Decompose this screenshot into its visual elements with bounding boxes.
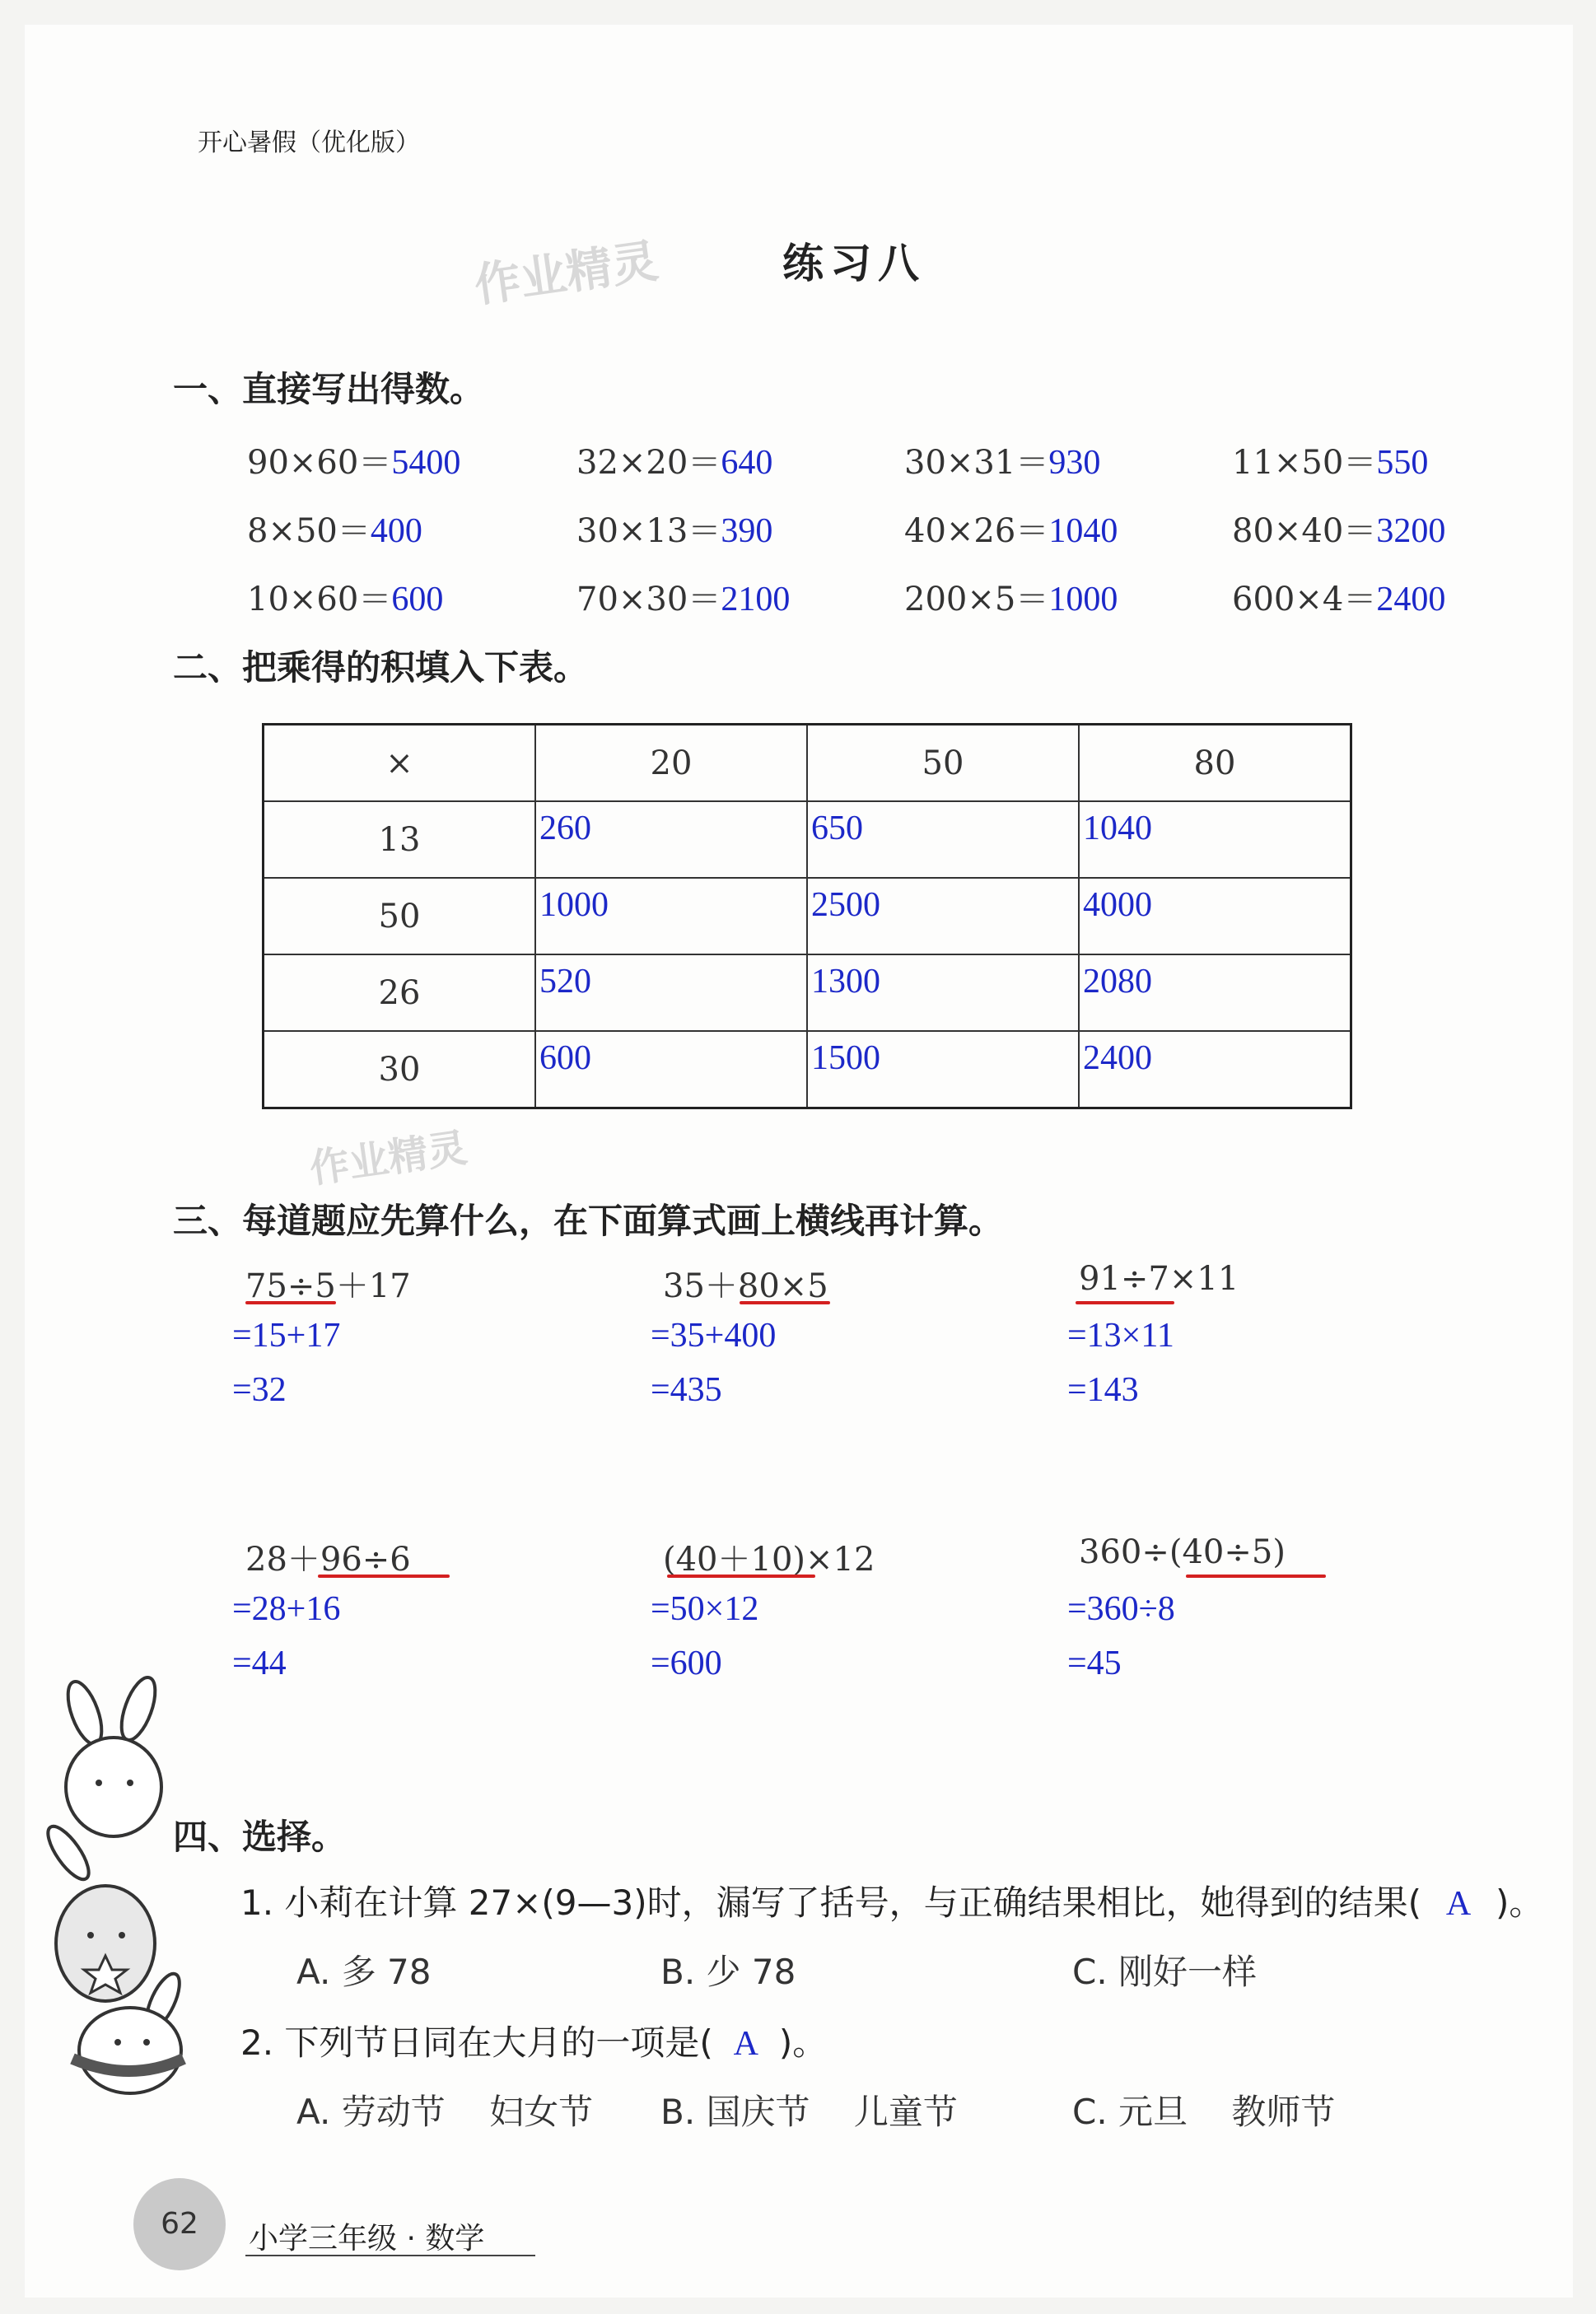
- row-header: 26: [264, 954, 536, 1031]
- calc-item: 80×40＝3200: [1232, 512, 1446, 550]
- column-header: 50: [807, 725, 1079, 802]
- problem-step: =15+17: [232, 1317, 341, 1355]
- calc-item: 40×26＝1040: [904, 512, 1118, 550]
- section3-heading: 三、每道题应先算什么，在下面算式画上横线再计算。: [173, 1201, 1004, 1241]
- problem-step: =45: [1067, 1645, 1122, 1682]
- problem-step: =32: [232, 1371, 287, 1409]
- answer-1: A: [1445, 1885, 1472, 1923]
- problem-expression: 75÷5＋17: [245, 1267, 411, 1305]
- problem-expression: (40＋10)×12: [663, 1541, 875, 1579]
- table-cell: 650: [807, 801, 1079, 878]
- underline-mark: [667, 1575, 815, 1578]
- calc-item: 8×50＝400: [247, 512, 422, 550]
- calc-item: 30×13＝390: [576, 512, 773, 550]
- problem-expression: 360÷(40÷5): [1079, 1533, 1286, 1571]
- calc-item: 11×50＝550: [1232, 444, 1429, 482]
- problem-step: =13×11: [1067, 1317, 1174, 1355]
- table-corner: ×: [264, 725, 536, 802]
- problem-expression: 91÷7×11: [1079, 1260, 1239, 1298]
- problem-step: =44: [232, 1645, 287, 1682]
- underline-mark: [318, 1575, 450, 1578]
- calc-item: 10×60＝600: [247, 581, 444, 618]
- footer-divider: [245, 2255, 535, 2256]
- table-cell: 1300: [807, 954, 1079, 1031]
- table-header-row: [264, 725, 1351, 802]
- product-table: [262, 723, 1352, 1109]
- watermark: 作业精灵: [471, 234, 662, 314]
- calc-item: 30×31＝930: [904, 444, 1101, 482]
- option-b: B. 国庆节 儿童节: [660, 2092, 958, 2132]
- workbook-page: [25, 25, 1573, 2298]
- problem-step: =435: [651, 1371, 722, 1409]
- calc-item: 32×20＝640: [576, 444, 773, 482]
- table-cell: 1500: [807, 1031, 1079, 1108]
- problem-step: =28+16: [232, 1590, 341, 1628]
- problem-expression: 35＋80×5: [663, 1267, 828, 1305]
- problem-step: =35+400: [651, 1317, 777, 1355]
- underline-mark: [1186, 1575, 1326, 1578]
- table-row: [264, 801, 1351, 878]
- footer-label: 小学三年级 · 数学: [249, 2222, 485, 2256]
- table-cell: 600: [535, 1031, 807, 1108]
- calc-item: 90×60＝5400: [247, 444, 461, 482]
- problem-step: =360÷8: [1067, 1590, 1175, 1628]
- row-header: 50: [264, 878, 536, 954]
- underline-mark: [1076, 1301, 1174, 1304]
- page-title: 练习八: [782, 240, 926, 287]
- table-cell: 2080: [1079, 954, 1351, 1031]
- table-cell: 520: [535, 954, 807, 1031]
- table-cell: 1040: [1079, 801, 1351, 878]
- option-b: B. 少 78: [660, 1952, 796, 1992]
- section4-heading: 四、选择。: [173, 1817, 347, 1857]
- option-a: A. 多 78: [296, 1952, 432, 1992]
- problem-expression: 28＋96÷6: [245, 1541, 411, 1579]
- calc-item: 600×4＝2400: [1232, 581, 1446, 618]
- table-row: [264, 1031, 1351, 1108]
- underline-mark: [740, 1301, 830, 1304]
- calc-item: 70×30＝2100: [576, 581, 791, 618]
- book-title: 开心暑假（优化版）: [198, 128, 420, 157]
- row-header: 30: [264, 1031, 536, 1108]
- table-cell: 1000: [535, 878, 807, 954]
- problem-step: =143: [1067, 1371, 1139, 1409]
- problem-step: =600: [651, 1645, 722, 1682]
- answer-2: A: [733, 2025, 758, 2063]
- page-number: 62: [133, 2178, 226, 2270]
- table-cell: 260: [535, 801, 807, 878]
- section1-heading: 一、直接写出得数。: [173, 369, 485, 409]
- table-row: [264, 878, 1351, 954]
- table-cell: 2400: [1079, 1031, 1351, 1108]
- option-c: C. 刚好一样: [1072, 1952, 1258, 1992]
- table-row: [264, 954, 1351, 1031]
- choice-question-2: 2. 下列节日同在大月的一项是( A )。: [240, 2022, 828, 2063]
- watermark: 作业精灵: [306, 1124, 470, 1193]
- problem-step: =50×12: [651, 1590, 759, 1628]
- row-header: 13: [264, 801, 536, 878]
- choice-question-1: 1. 小莉在计算 27×(9—3)时，漏写了括号，与正确结果相比，她得到的结果( A )。: [240, 1882, 1544, 1923]
- option-a: A. 劳动节 妇女节: [296, 2092, 594, 2132]
- underline-mark: [245, 1301, 336, 1304]
- calc-item: 200×5＝1000: [904, 581, 1118, 618]
- column-header: 80: [1079, 725, 1351, 802]
- section2-heading: 二、把乘得的积填入下表。: [173, 647, 589, 688]
- bunny-illustration: [40, 1672, 204, 2100]
- column-header: 20: [535, 725, 807, 802]
- option-c: C. 元旦 教师节: [1072, 2092, 1336, 2132]
- table-cell: 2500: [807, 878, 1079, 954]
- table-cell: 4000: [1079, 878, 1351, 954]
